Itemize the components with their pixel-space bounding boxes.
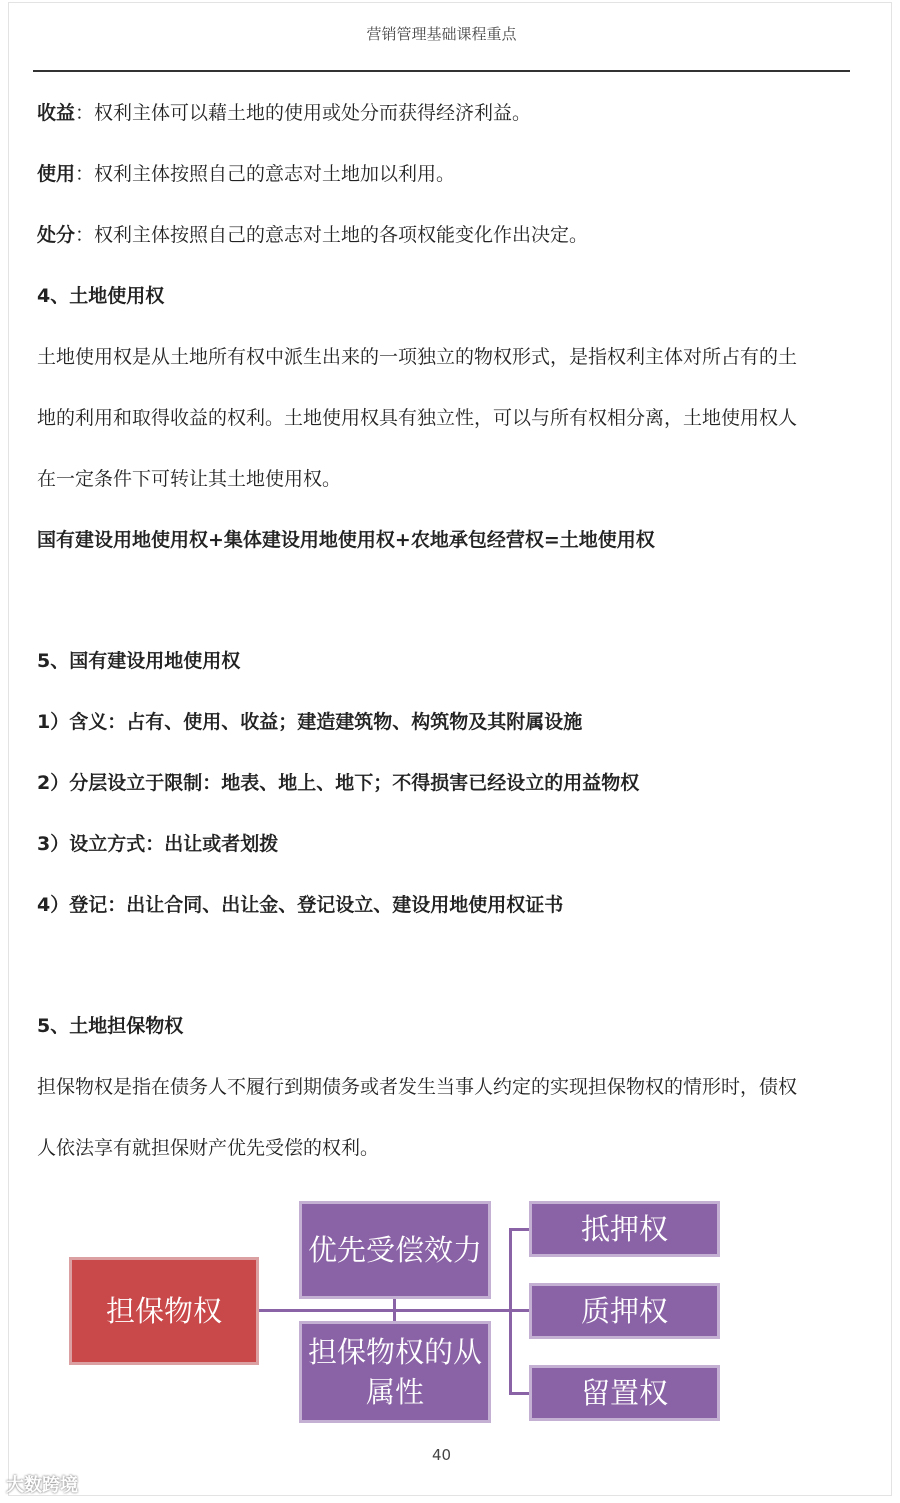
text-disposal: ：权利主体按照自己的意志对土地的各项权能变化作出决定。 (75, 224, 589, 246)
section-4-line-2: 地的利用和取得收益的权利。土地使用权具有独立性，可以与所有权相分离，土地使用权人 (37, 407, 798, 429)
diagram-branch-vertical (509, 1228, 512, 1395)
header-divider (33, 70, 850, 72)
paragraph-disposal (37, 223, 588, 247)
page-header-title: 营销管理基础课程重点 (366, 25, 517, 43)
paragraph-use (37, 162, 455, 186)
diagram-branch-bottom (509, 1392, 529, 1395)
section-4-line-1: 土地使用权是从土地所有权中派生出来的一项独立的物权形式，是指权利主体对所占有的土 (37, 346, 798, 368)
diagram-root-node: 担保物权 (69, 1257, 259, 1365)
diagram-type-mortgage: 抵押权 (529, 1201, 720, 1257)
watermark: 大数跨境 (6, 1475, 78, 1496)
diagram-type-pledge: 质押权 (529, 1283, 720, 1339)
section-5a-item-4: 4）登记：出让合同、出让金、登记设立、建设用地使用权证书 (37, 894, 564, 916)
section-5a-item-2: 2）分层设立于限制：地表、地上、地下；不得损害已经设立的用益物权 (37, 772, 640, 794)
section-4-title: 4、土地使用权 (37, 285, 165, 307)
diagram-attr-priority: 优先受偿效力 (299, 1201, 491, 1299)
term-disposal: 处分 (37, 224, 76, 246)
section-5b-line-2: 人依法享有就担保财产优先受偿的权利。 (37, 1137, 380, 1159)
text-use: ：权利主体按照自己的意志对土地加以利用。 (75, 163, 456, 185)
section-5b-title: 5、土地担保物权 (37, 1015, 184, 1037)
section-5a-title: 5、国有建设用地使用权 (37, 650, 241, 672)
paragraph-income (37, 101, 531, 125)
section-5a-item-1: 1）含义：占有、使用、收益；建造建筑物、构筑物及其附属设施 (37, 711, 583, 733)
term-income: 收益 (37, 102, 76, 124)
section-5a-item-3: 3）设立方式：出让或者划拨 (37, 833, 279, 855)
term-use: 使用 (37, 163, 76, 185)
section-4-formula: 国有建设用地使用权+集体建设用地使用权+农地承包经营权=土地使用权 (37, 529, 655, 551)
page-number: 40 (431, 1446, 452, 1464)
section-4-line-3: 在一定条件下可转让其土地使用权。 (37, 468, 342, 490)
diagram-branch-top (509, 1228, 529, 1231)
diagram-attr-subordinate: 担保物权的从属性 (299, 1321, 491, 1423)
document-page (8, 2, 892, 1496)
diagram-attr-connector (393, 1299, 396, 1321)
section-5b-line-1: 担保物权是指在债务人不履行到期债务或者发生当事人约定的实现担保物权的情形时，债权 (37, 1076, 798, 1098)
text-income: ：权利主体可以藉土地的使用或处分而获得经济利益。 (75, 102, 532, 124)
diagram-type-lien: 留置权 (529, 1365, 720, 1421)
